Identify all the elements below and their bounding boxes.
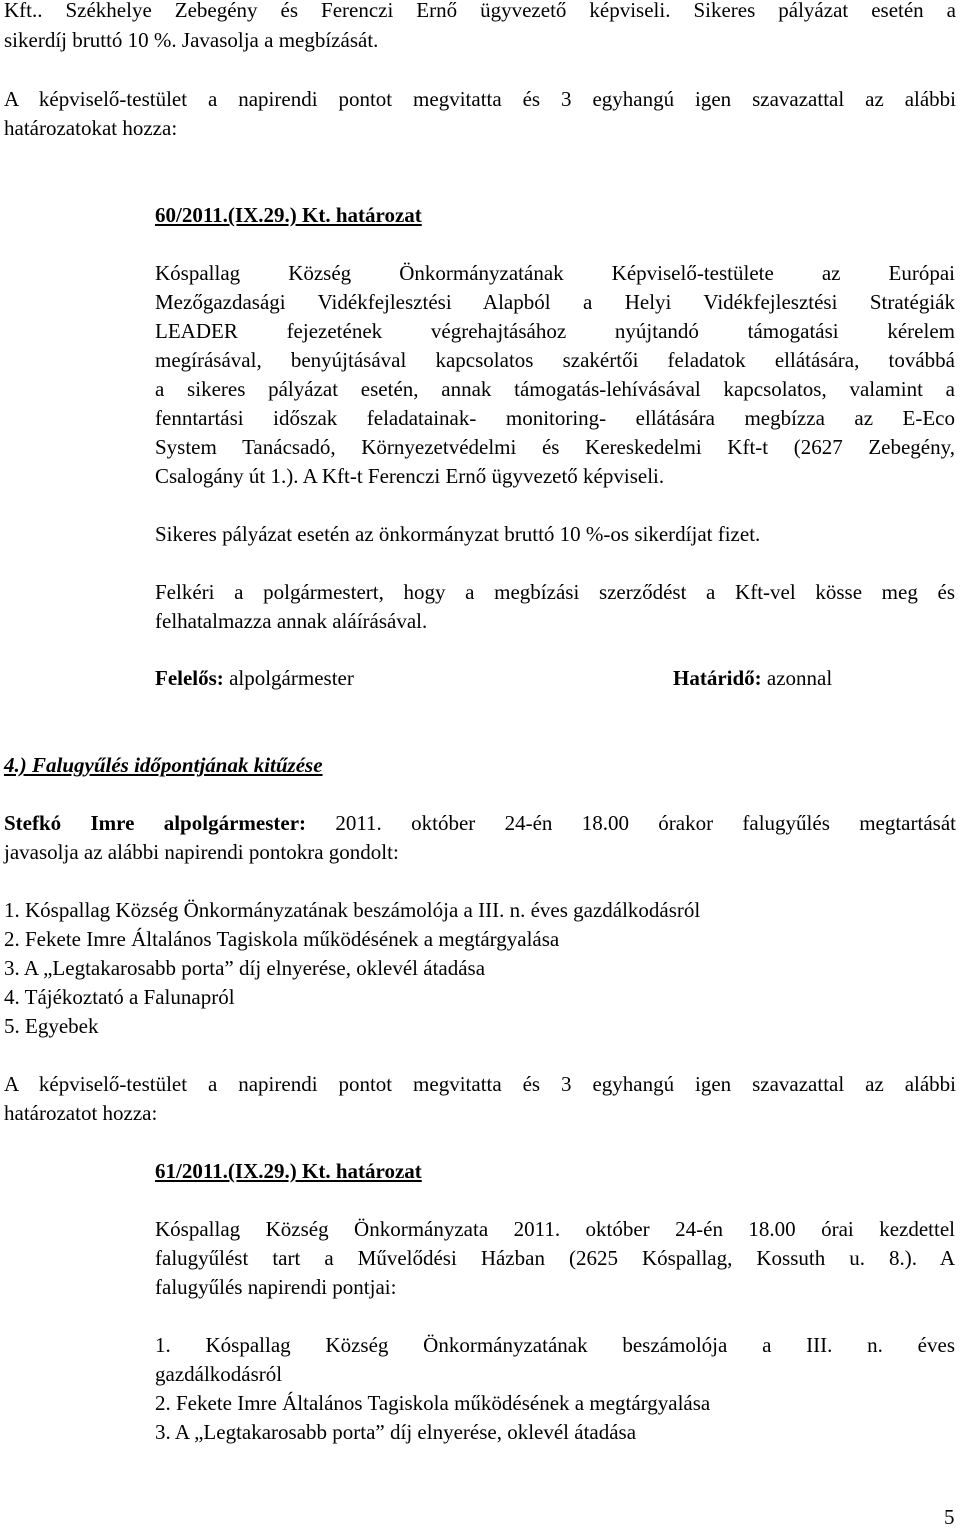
- resolution-61-agenda-item: gazdálkodásról: [155, 1362, 283, 1386]
- resolution-61-title: 61/2011.(IX.29.) Kt. határozat: [155, 1159, 422, 1183]
- speaker-label: Stefkó Imre alpolgármester:: [4, 811, 307, 835]
- speech-text: 2011. október 24-én 18.00 órakor falugyűlés megtartását: [306, 811, 956, 835]
- agenda-item: 2. Fekete Imre Általános Tagiskola működésének a megtárgyalása: [4, 927, 560, 951]
- resolution-61-agenda-item: 2. Fekete Imre Általános Tagiskola működésének a megtárgyalása: [155, 1391, 711, 1415]
- agenda-item: 4. Tájékoztató a Falunapról: [4, 985, 235, 1009]
- resolution-61-agenda-item: 3. A „Legtakarosabb porta” díj elnyerése, oklevél átadása: [155, 1420, 637, 1444]
- page-number: 5: [944, 1505, 955, 1529]
- speech-line-2: javasolja az alábbi napirendi pontokra gondolt:: [4, 840, 399, 864]
- vote-line-1: A képviselő-testület a napirendi pontot megvitatta és 3 egyhangú igen szavazattal az alábbi: [4, 1072, 956, 1096]
- resolution-60-line: fenntartási időszak feladatainak- monitoring- ellátására megbízza az E-Eco: [155, 406, 955, 430]
- responsible-row: [155, 664, 354, 693]
- resolution-60-line: Csalogány út 1.). A Kft-t Ferenczi Ernő ügyvezető képviseli.: [155, 464, 665, 488]
- resolution-60-line: a sikeres pályázat esetén, annak támogatás-lehívásával kapcsolatos, valamint a: [155, 377, 955, 401]
- responsible-value: alpolgármester: [223, 666, 354, 690]
- deadline-value: azonnal: [761, 666, 833, 690]
- request-line-2: felhatalmazza annak aláírásával.: [155, 609, 428, 633]
- vote-line-2: határozatot hozza:: [4, 1101, 158, 1125]
- section-4-heading: 4.) Falugyűlés időpontjának kitűzése: [4, 753, 323, 777]
- resolution-61-line: falugyűlést tart a Művelődési Házban (2625 Kóspallag, Kossuth u. 8.). A: [155, 1246, 955, 1270]
- resolution-60-line: Mezőgazdasági Vidékfejlesztési Alapból a Helyi Vidékfejlesztési Stratégiák: [155, 290, 955, 314]
- intro-line-2: sikerdíj bruttó 10 %. Javasolja a megbízását.: [4, 28, 379, 52]
- agenda-item: 5. Egyebek: [4, 1014, 99, 1038]
- resolution-61-agenda-item: 1. Kóspallag Község Önkormányzatának beszámolója a III. n. éves: [155, 1333, 955, 1357]
- responsible-label: Felelős:: [155, 666, 224, 690]
- deadline-row: [673, 664, 832, 693]
- success-fee-text: Sikeres pályázat esetén az önkormányzat bruttó 10 %-os sikerdíjat fizet.: [155, 522, 761, 546]
- resolution-60-title: 60/2011.(IX.29.) Kt. határozat: [155, 203, 422, 227]
- deadline-label: Határidő:: [673, 666, 762, 690]
- agenda-item: 1. Kóspallag Község Önkormányzatának beszámolója a III. n. éves gazdálkodásról: [4, 898, 701, 922]
- vote-line-1: A képviselő-testület a napirendi pontot megvitatta és 3 egyhangú igen szavazattal az alábbi: [4, 87, 956, 111]
- agenda-item: 3. A „Legtakarosabb porta” díj elnyerése, oklevél átadása: [4, 956, 486, 980]
- speech-line-1: [4, 809, 956, 838]
- resolution-61-line: falugyűlés napirendi pontjai:: [155, 1275, 397, 1299]
- vote-line-2: határozatokat hozza:: [4, 116, 178, 140]
- resolution-60-line: System Tanácsadó, Környezetvédelmi és Kereskedelmi Kft-t (2627 Zebegény,: [155, 435, 955, 459]
- intro-line-1: Kft.. Székhelye Zebegény és Ferenczi Ernő ügyvezető képviseli. Sikeres pályázat esetén a: [4, 0, 956, 22]
- resolution-60-line: Kóspallag Község Önkormányzatának Képviselő-testülete az Európai: [155, 261, 955, 285]
- resolution-60-line: LEADER fejezetének végrehajtásához nyújtandó támogatási kérelem: [155, 319, 955, 343]
- resolution-61-line: Kóspallag Község Önkormányzata 2011. október 24-én 18.00 órai kezdettel: [155, 1217, 955, 1241]
- resolution-60-line: megírásával, benyújtásával kapcsolatos szakértői feladatok ellátására, továbbá: [155, 348, 955, 372]
- request-line-1: Felkéri a polgármestert, hogy a megbízási szerződést a Kft-vel kösse meg és: [155, 580, 955, 604]
